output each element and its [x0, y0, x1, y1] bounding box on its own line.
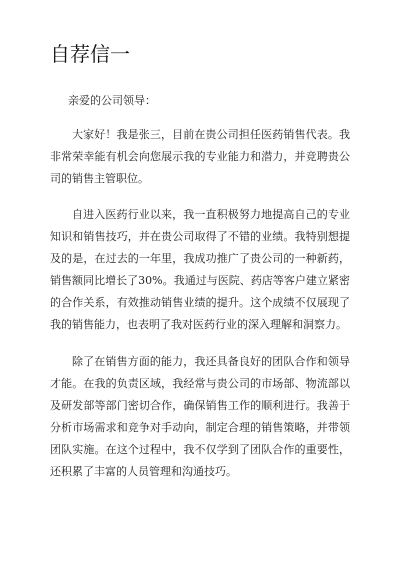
paragraph-intro: 大家好！我是张三，目前在贵公司担任医药销售代表。我非常荣幸能有机会向您展示我的专业能力和潜力，并竞聘贵公司的销售主管职位。 — [50, 128, 350, 185]
paragraph-achievements: 自进入医药行业以来，我一直积极努力地提高自己的专业知识和销售技巧，并在贵公司取得了不错的业绩。我特别想提及的是，在过去的一年里，我成功推广了贵公司的一种新药，销售额同比增长了30%。我通过与医院、药店等客户建立紧密的合作关系，有效推动销售业绩的提升。这个成绩不仅展现了我的销售能力，也表明了我对医药行业的深入理解和洞察力。 — [50, 208, 350, 331]
letter-title: 自荐信一 — [50, 42, 130, 66]
paragraph-teamwork: 除了在销售方面的能力，我还具备良好的团队合作和领导才能。在我的负责区域，我经常与贵公司的市场部、物流部以及研发部等部门密切合作，确保销售工作的顺利进行。我善于分析市场需求和竞争对手动向，制定合理的销售策略，并带领团队实施。在这个过程中，我不仅学到了团队合作的重要性，还积累了丰富的人员管理和沟通技巧。 — [50, 355, 350, 478]
salutation: 亲爱的公司领导： — [68, 94, 156, 107]
